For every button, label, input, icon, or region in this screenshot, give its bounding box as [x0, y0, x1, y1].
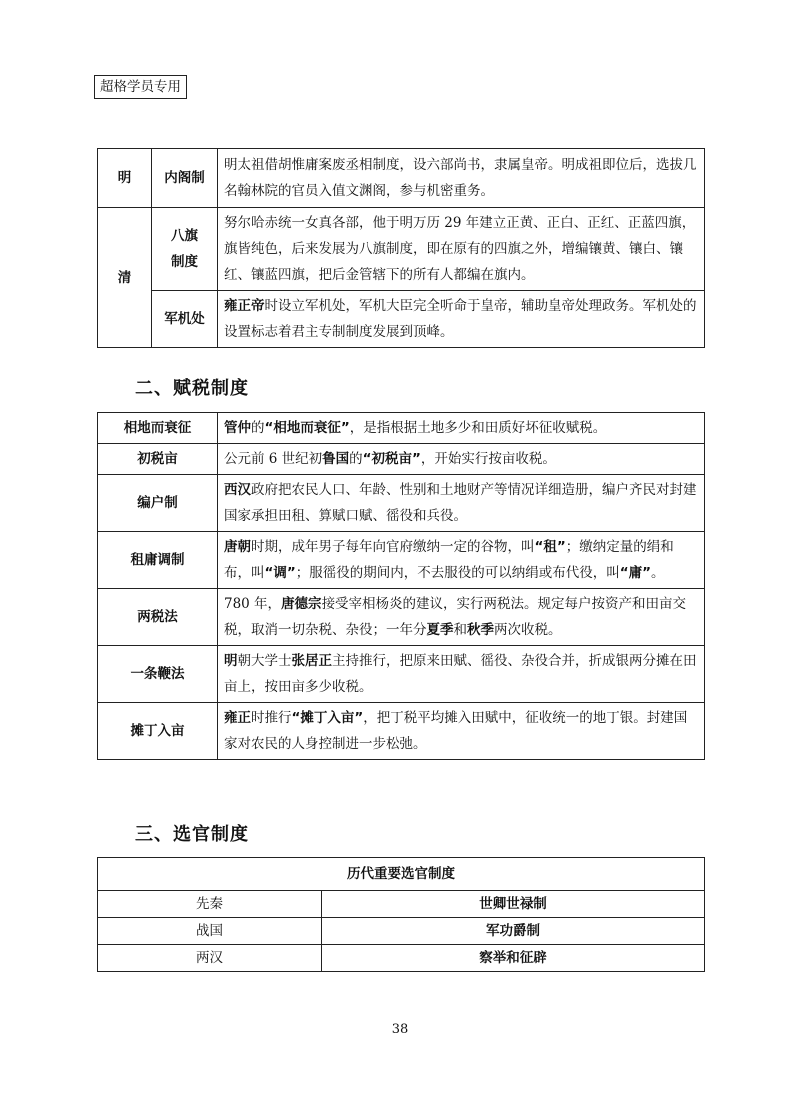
system-name-cell: 租庸调制: [98, 532, 218, 589]
body-text: ；缴纳定量的绢和布，叫: [224, 539, 674, 581]
description-cell: [218, 703, 705, 760]
emphasis-text: 张居正: [291, 653, 332, 669]
watermark-stamp: 超格学员专用: [94, 75, 187, 99]
body-text: 。: [651, 565, 665, 581]
system-cell-line2: 制度: [171, 254, 198, 270]
table-row: [98, 918, 705, 945]
table-row: [98, 589, 705, 646]
system-name-cell: 两税法: [98, 589, 218, 646]
description-cell: [218, 291, 705, 348]
description-cell: [218, 413, 705, 444]
era-cell: 先秦: [98, 891, 322, 918]
system-cell: 世卿世禄制: [322, 891, 705, 918]
dynasty-cell: 清: [98, 208, 152, 348]
dynasty-cell: 明: [98, 149, 152, 208]
era-cell: 两汉: [98, 945, 322, 972]
system-name-cell: 编户制: [98, 475, 218, 532]
description-cell: [218, 532, 705, 589]
emphasis-text: 唐朝: [224, 539, 251, 555]
body-text: 时推行: [251, 710, 292, 726]
body-text: 的: [349, 451, 363, 467]
emphasis-text: 西汉: [224, 482, 251, 498]
body-text: ，开始实行按亩收税。: [420, 451, 556, 467]
emphasis-text: “租”: [534, 539, 566, 555]
description-cell: [218, 475, 705, 532]
body-text: 两次收税。: [494, 622, 562, 638]
table-row: [98, 703, 705, 760]
description-cell: [218, 589, 705, 646]
emphasis-text: “庸”: [619, 565, 651, 581]
description-cell: 明太祖借胡惟庸案废丞相制度，设六部尚书，隶属皇帝。明成祖即位后，选拔几名翰林院的官员入值文渊阁，参与机密重务。: [218, 149, 705, 208]
system-name-cell: 摊丁入亩: [98, 703, 218, 760]
emphasis-text: 夏季: [426, 622, 454, 638]
political-system-table: [97, 148, 705, 348]
body-text: ，把丁税平均摊入田赋中，征收统一的地丁银。封建国家对农民的人身控制进一步松弛。: [224, 710, 688, 752]
emphasis-text: 雍正: [224, 710, 251, 726]
system-cell: [152, 208, 218, 291]
tax-system-table: [97, 412, 705, 760]
table-row: [98, 208, 705, 291]
emphasis-text: 秋季: [467, 622, 494, 638]
description-cell: [218, 444, 705, 475]
body-text: ；服徭役的期间内，不去服役的可以纳绢或布代役，叫: [295, 565, 620, 581]
table-row: [98, 945, 705, 972]
table-row: [98, 413, 705, 444]
body-text: 主持推行，把原来田赋、徭役、杂役合并，折成银两分摊在田亩上，按田亩多少收税。: [224, 653, 697, 695]
emphasis-text: 唐德宗: [281, 596, 322, 612]
body-text: 时设立军机处，军机大臣完全听命于皇帝，辅助皇帝处理政务。军机处的设置标志着君主专制制度发展到顶峰。: [224, 298, 697, 340]
official-selection-table: [97, 857, 705, 972]
table-row: [98, 646, 705, 703]
table-row: [98, 444, 705, 475]
emphasis-text: 明: [224, 653, 238, 669]
table-row: [98, 532, 705, 589]
body-text: 时期，成年男子每年向官府缴纳一定的谷物，叫: [251, 539, 535, 555]
body-text: 政府把农民人口、年龄、性别和土地财产等情况详细造册，编户齐民对封建国家承担田租、算赋口赋、徭役和兵役。: [224, 482, 697, 524]
emphasis-text: “初税亩”: [362, 451, 421, 467]
table-title: 历代重要选官制度: [98, 858, 705, 891]
system-name-cell: 初税亩: [98, 444, 218, 475]
body-text: 朝大学士: [237, 653, 292, 669]
body-text: 780 年，: [224, 596, 282, 612]
emphasis-text: 鲁国: [322, 451, 350, 467]
system-name-cell: 一条鞭法: [98, 646, 218, 703]
body-text: ，是指根据土地多少和田质好坏征收赋税。: [349, 420, 607, 436]
emphasis-text: “摊丁入亩”: [291, 710, 364, 726]
body-text: 和: [453, 622, 467, 638]
system-cell: 军功爵制: [322, 918, 705, 945]
table-row: [98, 891, 705, 918]
body-text: 的: [251, 420, 265, 436]
system-cell: 军机处: [152, 291, 218, 348]
body-text: 接受宰相杨炎的建议，实行两税法。规定每户按资产和田亩交税，取消一切杂税、杂役；一年分: [224, 596, 687, 638]
era-cell: 战国: [98, 918, 322, 945]
page-number: 38: [391, 1022, 409, 1037]
description-cell: 努尔哈赤统一女真各部，他于明万历 29 年建立正黄、正白、正红、正蓝四旗，旗皆纯色，后来发展为八旗制度，即在原有的四旗之外，增编镶黄、镶白、镶红、镶蓝四旗，把后金管辖下的所有人都编在旗内。: [218, 208, 705, 291]
body-text: 公元前 6 世纪初: [224, 451, 323, 467]
section-heading-tax: 二、赋税制度: [135, 378, 249, 399]
emphasis-text: “调”: [264, 565, 296, 581]
emphasis-text: 管仲: [224, 420, 251, 436]
emphasis-text: 雍正帝: [224, 298, 265, 314]
system-cell: 内阁制: [152, 149, 218, 208]
table-row: [98, 149, 705, 208]
table-row: [98, 291, 705, 348]
table-row: [98, 475, 705, 532]
system-name-cell: 相地而衰征: [98, 413, 218, 444]
table-title-row: [98, 858, 705, 891]
system-cell-line1: 八旗: [171, 228, 198, 244]
emphasis-text: “相地而衰征”: [264, 420, 350, 436]
description-cell: [218, 646, 705, 703]
section-heading-official-selection: 三、选官制度: [135, 824, 249, 845]
system-cell: 察举和征辟: [322, 945, 705, 972]
